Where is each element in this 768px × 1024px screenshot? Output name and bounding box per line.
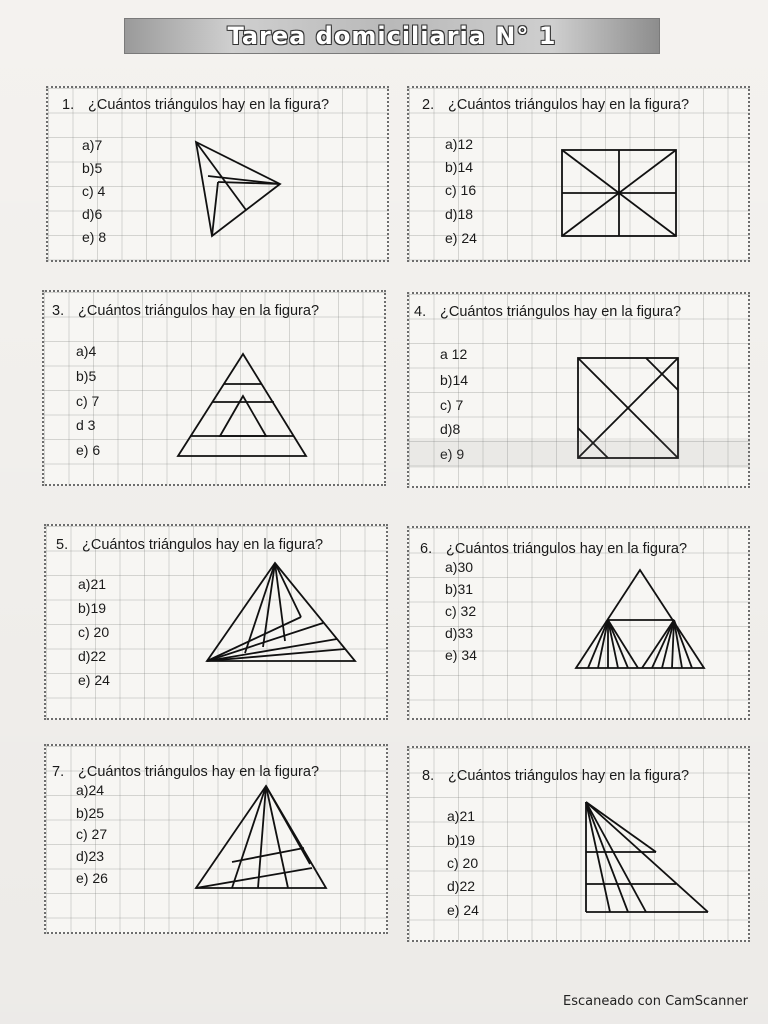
question-5-text: ¿Cuántos triángulos hay en la figura?: [82, 537, 324, 553]
question-4-option-b: b)14: [440, 372, 469, 388]
question-4-prompt: [414, 304, 681, 320]
question-1-figure: [190, 138, 290, 240]
question-3-option-d: d 3: [76, 417, 96, 433]
question-2-option-a: a)12: [445, 136, 474, 152]
question-2-option-b: b)14: [445, 159, 474, 175]
question-8-number: 8.: [422, 768, 435, 784]
question-2-number: 2.: [422, 97, 435, 113]
question-2-text: ¿Cuántos triángulos hay en la figura?: [448, 97, 690, 113]
question-4-option-d: d)8: [440, 421, 461, 437]
question-6-option-c: c) 32: [445, 603, 477, 619]
question-3-option-b: b)5: [76, 368, 97, 384]
question-4-option-a: a 12: [440, 346, 468, 362]
question-1-option-e: e) 8: [82, 229, 107, 245]
question-7-option-c: c) 27: [76, 826, 108, 842]
question-5-option-b: b)19: [78, 600, 107, 616]
question-7-option-d: d)23: [76, 848, 105, 864]
question-3-option-e: e) 6: [76, 442, 101, 458]
question-3-option-c: c) 7: [76, 393, 100, 409]
question-5-option-c: c) 20: [78, 624, 110, 640]
question-5-option-e: e) 24: [78, 672, 110, 688]
question-1-option-c: c) 4: [82, 183, 106, 199]
question-2-figure: [560, 148, 680, 240]
question-5-option-d: d)22: [78, 648, 107, 664]
question-8-option-d: d)22: [447, 878, 476, 894]
question-1-number: 1.: [62, 97, 75, 113]
question-6-prompt: [420, 541, 687, 557]
page-title: Tarea domiciliaria N° 1: [227, 22, 557, 50]
question-8-option-a: a)21: [447, 808, 476, 824]
question-1-prompt: [62, 97, 329, 113]
question-1-option-d: d)6: [82, 206, 103, 222]
question-6-figure: [574, 568, 708, 672]
question-3-figure: [176, 352, 310, 458]
scanner-watermark: Escaneado con CamScanner: [562, 994, 748, 1009]
question-6-number: 6.: [420, 541, 433, 557]
question-7-prompt: [52, 764, 319, 780]
question-5-number: 5.: [56, 537, 69, 553]
question-6-option-e: e) 34: [445, 647, 477, 663]
question-2-prompt: [422, 97, 689, 113]
question-1-option-a: a)7: [82, 137, 103, 153]
question-3-number: 3.: [52, 303, 65, 319]
question-7-figure: [194, 784, 330, 894]
question-4-option-e: e) 9: [440, 446, 465, 462]
question-2-option-d: d)18: [445, 206, 474, 222]
question-2-option-c: c) 16: [445, 182, 477, 198]
question-8-prompt: [422, 768, 689, 784]
question-4-option-c: c) 7: [440, 397, 464, 413]
question-7-option-a: a)24: [76, 782, 105, 798]
question-8-text: ¿Cuántos triángulos hay en la figura?: [448, 768, 690, 784]
question-2-option-e: e) 24: [445, 230, 477, 246]
question-4-text: ¿Cuántos triángulos hay en la figura?: [440, 304, 682, 320]
question-8-option-b: b)19: [447, 832, 476, 848]
question-6-text: ¿Cuántos triángulos hay en la figura?: [446, 541, 688, 557]
question-4-number: 4.: [414, 304, 427, 320]
question-4-figure: [576, 356, 682, 462]
question-5-figure: [205, 561, 357, 665]
question-7-option-b: b)25: [76, 805, 105, 821]
question-5-prompt: [56, 537, 323, 553]
question-3-prompt: [52, 303, 319, 319]
question-3-text: ¿Cuántos triángulos hay en la figura?: [78, 303, 320, 319]
question-6-option-a: a)30: [445, 559, 474, 575]
question-8-figure: [584, 800, 712, 916]
question-1-text: ¿Cuántos triángulos hay en la figura?: [88, 97, 330, 113]
question-1-option-b: b)5: [82, 160, 103, 176]
question-6-option-d: d)33: [445, 625, 474, 641]
question-7-option-e: e) 26: [76, 870, 108, 886]
question-7-text: ¿Cuántos triángulos hay en la figura?: [78, 764, 320, 780]
title-banner: [124, 18, 660, 54]
question-3-option-a: a)4: [76, 343, 97, 359]
question-5-option-a: a)21: [78, 576, 107, 592]
question-6-option-b: b)31: [445, 581, 474, 597]
question-8-option-c: c) 20: [447, 855, 479, 871]
question-8-option-e: e) 24: [447, 902, 479, 918]
question-7-number: 7.: [52, 764, 65, 780]
